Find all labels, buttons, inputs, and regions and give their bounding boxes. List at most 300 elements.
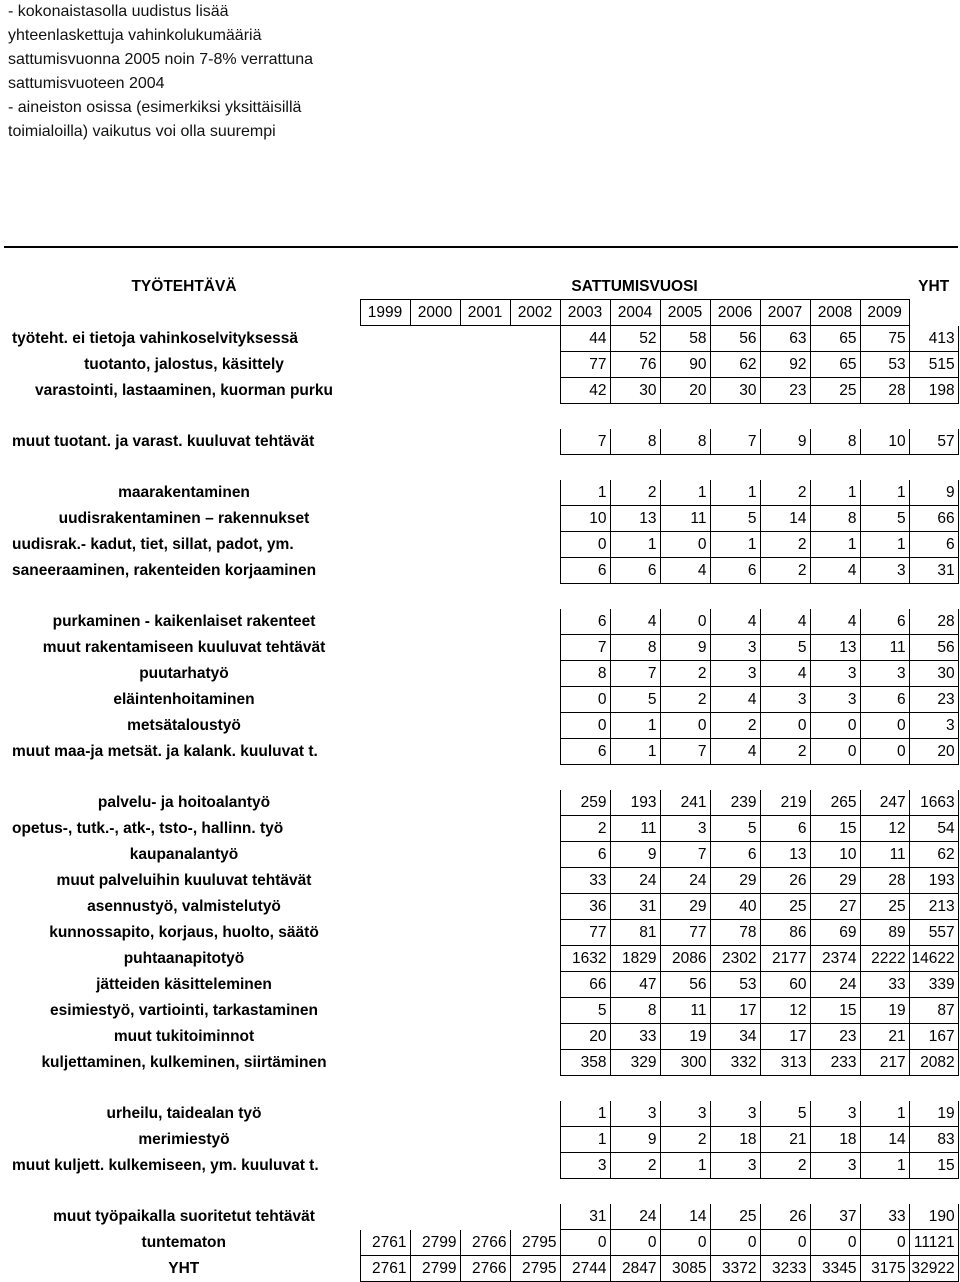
value-cell: 241: [660, 790, 710, 816]
year-header-blank: [8, 300, 360, 326]
value-cell: [460, 558, 510, 584]
table-row: [8, 558, 958, 584]
value-cell: [360, 532, 410, 558]
value-cell: [360, 1153, 410, 1179]
value-cell: 2847: [610, 1256, 660, 1282]
value-cell: 2: [760, 739, 810, 765]
value-cell: [460, 378, 510, 404]
value-cell: [360, 972, 410, 998]
value-cell: 32922: [909, 1256, 958, 1282]
value-cell: 4: [710, 609, 760, 635]
value-cell: [510, 429, 560, 455]
table-row: [8, 790, 958, 816]
value-cell: 2: [760, 1153, 810, 1179]
value-cell: 30: [909, 661, 958, 687]
value-cell: 3: [860, 558, 909, 584]
value-cell: 6: [710, 842, 760, 868]
spacer-cell: [460, 455, 510, 481]
value-cell: 1: [560, 1127, 610, 1153]
value-cell: 4: [810, 609, 860, 635]
value-cell: [360, 378, 410, 404]
value-cell: 62: [710, 352, 760, 378]
row-label: muut tukitoiminnot: [113, 1028, 255, 1045]
value-cell: 4: [610, 609, 660, 635]
spacer-cell: [510, 455, 560, 481]
value-cell: [410, 532, 460, 558]
value-cell: 3: [710, 635, 760, 661]
value-cell: 31: [909, 558, 958, 584]
spacer-cell: [760, 404, 810, 430]
row-label: metsätaloustyö: [127, 717, 241, 734]
value-cell: 37: [810, 1204, 860, 1230]
value-cell: 3: [610, 1101, 660, 1127]
value-cell: 1632: [560, 946, 610, 972]
value-cell: [510, 1153, 560, 1179]
row-label: merimiestyö: [138, 1131, 230, 1148]
spacer-cell: [909, 765, 958, 791]
value-cell: 10: [860, 429, 909, 455]
value-cell: 54: [909, 816, 958, 842]
value-cell: 92: [760, 352, 810, 378]
table-row: [8, 1153, 958, 1179]
value-cell: 23: [810, 1024, 860, 1050]
value-cell: 4: [810, 558, 860, 584]
value-cell: 4: [760, 609, 810, 635]
value-cell: 0: [660, 609, 710, 635]
value-cell: [510, 661, 560, 687]
spacer-cell: [660, 1076, 710, 1102]
spacer-cell: [909, 455, 958, 481]
value-cell: [410, 894, 460, 920]
table-row: [8, 842, 958, 868]
table-body: [8, 300, 958, 1282]
spacer-cell: [710, 455, 760, 481]
value-cell: 57: [909, 429, 958, 455]
value-cell: 75: [860, 326, 909, 352]
value-cell: [460, 1024, 510, 1050]
value-cell: [460, 635, 510, 661]
spacer-cell: [810, 1076, 860, 1102]
value-cell: 58: [660, 326, 710, 352]
value-cell: 2: [610, 1153, 660, 1179]
spacer-cell: [410, 1076, 460, 1102]
value-cell: [460, 1204, 510, 1230]
value-cell: 13: [810, 635, 860, 661]
year-header-cell: 2007: [760, 300, 810, 326]
value-cell: 2761: [360, 1256, 410, 1282]
value-cell: [460, 1153, 510, 1179]
spacer-cell: [560, 404, 610, 430]
value-cell: 9: [660, 635, 710, 661]
spacer-row: [8, 765, 958, 791]
row-label: muut maa-ja metsät. ja kalank. kuuluvat t.: [12, 743, 318, 760]
value-cell: 65: [810, 326, 860, 352]
value-cell: [510, 609, 560, 635]
note-line: yhteenlaskettuja vahinkolukumääriä: [8, 27, 262, 44]
row-label: tuntematon: [141, 1234, 226, 1251]
value-cell: 0: [560, 1230, 610, 1256]
value-cell: [360, 790, 410, 816]
value-cell: 11: [860, 842, 909, 868]
spacer-cell: [660, 765, 710, 791]
value-cell: [510, 352, 560, 378]
row-label: YHT: [168, 1260, 200, 1277]
year-header-cell: 2003: [560, 300, 610, 326]
spacer-cell: [810, 404, 860, 430]
value-cell: 19: [660, 1024, 710, 1050]
value-cell: 6: [560, 558, 610, 584]
value-cell: 7: [610, 661, 660, 687]
spacer-row: [8, 404, 958, 430]
spacer-cell: [710, 404, 760, 430]
value-cell: 557: [909, 920, 958, 946]
value-cell: 69: [810, 920, 860, 946]
value-cell: 20: [560, 1024, 610, 1050]
spacer-cell: [560, 765, 610, 791]
value-cell: [460, 506, 510, 532]
table-row: [8, 920, 958, 946]
value-cell: 25: [710, 1204, 760, 1230]
value-cell: 2: [660, 687, 710, 713]
spacer-cell: [710, 584, 760, 610]
year-header-cell: 2004: [610, 300, 660, 326]
value-cell: [360, 429, 410, 455]
value-cell: 0: [810, 713, 860, 739]
row-label: puutarhatyö: [139, 665, 229, 682]
value-cell: [510, 972, 560, 998]
spacer-cell: [909, 1179, 958, 1205]
value-cell: 3345: [810, 1256, 860, 1282]
value-cell: 6: [909, 532, 958, 558]
row-label: purkaminen - kaikenlaiset rakenteet: [52, 613, 316, 631]
value-cell: [360, 920, 410, 946]
spacer-cell: [660, 1179, 710, 1205]
separator-rule: [4, 246, 958, 248]
value-cell: 77: [560, 920, 610, 946]
value-cell: [410, 378, 460, 404]
value-cell: 8: [560, 661, 610, 687]
value-cell: 3085: [660, 1256, 710, 1282]
value-cell: 9: [760, 429, 810, 455]
value-cell: 4: [710, 687, 760, 713]
spacer-cell: [610, 455, 660, 481]
value-cell: 40: [710, 894, 760, 920]
value-cell: [360, 687, 410, 713]
value-cell: 167: [909, 1024, 958, 1050]
value-cell: 17: [760, 1024, 810, 1050]
value-cell: 0: [660, 532, 710, 558]
value-cell: [410, 558, 460, 584]
value-cell: 6: [610, 558, 660, 584]
value-cell: [360, 661, 410, 687]
row-label: muut rakentamiseen kuuluvat tehtävät: [42, 639, 326, 656]
value-cell: [460, 790, 510, 816]
table-row: [8, 1050, 958, 1076]
value-cell: 13: [610, 506, 660, 532]
value-cell: [510, 1050, 560, 1076]
value-cell: [510, 894, 560, 920]
spacer-cell: [8, 455, 360, 481]
value-cell: 77: [660, 920, 710, 946]
notes-block: [8, 0, 528, 144]
value-cell: 247: [860, 790, 909, 816]
value-cell: [410, 790, 460, 816]
value-cell: 217: [860, 1050, 909, 1076]
table-row: [8, 661, 958, 687]
value-cell: 3: [810, 687, 860, 713]
value-cell: 3: [710, 661, 760, 687]
value-cell: 20: [909, 739, 958, 765]
value-cell: [510, 558, 560, 584]
value-cell: 62: [909, 842, 958, 868]
year-header-cell: 2005: [660, 300, 710, 326]
value-cell: [460, 972, 510, 998]
value-cell: 2761: [360, 1230, 410, 1256]
value-cell: 65: [810, 352, 860, 378]
value-cell: [360, 713, 410, 739]
value-cell: 42: [560, 378, 610, 404]
row-label: saneeraaminen, rakenteiden korjaaminen: [12, 562, 317, 579]
spacer-row: [8, 1076, 958, 1102]
table-row: [8, 868, 958, 894]
accident-table: [8, 274, 959, 1282]
value-cell: [510, 506, 560, 532]
spacer-cell: [410, 765, 460, 791]
value-cell: [360, 868, 410, 894]
value-cell: 47: [610, 972, 660, 998]
note-line: sattumisvuonna 2005 noin 7-8% verrattuna: [8, 51, 314, 68]
note-line: sattumisvuoteen 2004: [8, 75, 165, 92]
value-cell: 28: [860, 868, 909, 894]
value-cell: [510, 946, 560, 972]
value-cell: [510, 1204, 560, 1230]
value-cell: [460, 1101, 510, 1127]
value-cell: 0: [710, 1230, 760, 1256]
value-cell: 2795: [510, 1256, 560, 1282]
value-cell: 3: [760, 687, 810, 713]
header-total: YHT: [918, 278, 950, 296]
value-cell: [410, 946, 460, 972]
value-cell: [510, 1024, 560, 1050]
value-cell: 31: [560, 1204, 610, 1230]
value-cell: 81: [610, 920, 660, 946]
value-cell: 44: [560, 326, 610, 352]
value-cell: 14: [760, 506, 810, 532]
spacer-cell: [860, 1076, 909, 1102]
spacer-cell: [860, 1179, 909, 1205]
value-cell: [510, 842, 560, 868]
value-cell: 0: [760, 713, 810, 739]
value-cell: 198: [909, 378, 958, 404]
value-cell: [360, 1127, 410, 1153]
value-cell: 515: [909, 352, 958, 378]
row-label: asennustyö, valmistelutyö: [87, 898, 281, 915]
value-cell: 12: [860, 816, 909, 842]
value-cell: 31: [610, 894, 660, 920]
table-row: [8, 326, 958, 352]
value-cell: 8: [610, 429, 660, 455]
row-label: palvelu- ja hoitoalantyö: [97, 794, 271, 812]
row-label: kunnossapito, korjaus, huolto, säätö: [49, 924, 319, 941]
header-year: SATTUMISVUOSI: [571, 278, 698, 295]
value-cell: 2795: [510, 1230, 560, 1256]
value-cell: 3233: [760, 1256, 810, 1282]
value-cell: [460, 739, 510, 765]
table-row: [8, 429, 958, 455]
spacer-cell: [610, 1076, 660, 1102]
value-cell: 63: [760, 326, 810, 352]
value-cell: [410, 1204, 460, 1230]
value-cell: 2177: [760, 946, 810, 972]
value-cell: [460, 609, 510, 635]
value-cell: 56: [909, 635, 958, 661]
spacer-cell: [360, 1179, 410, 1205]
table-row: [8, 532, 958, 558]
value-cell: 2: [660, 661, 710, 687]
value-cell: 329: [610, 1050, 660, 1076]
spacer-cell: [810, 765, 860, 791]
value-cell: [510, 790, 560, 816]
value-cell: 76: [610, 352, 660, 378]
value-cell: 7: [560, 429, 610, 455]
spacer-cell: [410, 1179, 460, 1205]
value-cell: 1: [560, 480, 610, 506]
value-cell: 233: [810, 1050, 860, 1076]
row-label: tuotanto, jalostus, käsittely: [84, 356, 284, 373]
value-cell: [460, 661, 510, 687]
value-cell: 15: [810, 998, 860, 1024]
value-cell: 2766: [460, 1230, 510, 1256]
value-cell: [460, 1050, 510, 1076]
table-row: [8, 816, 958, 842]
value-cell: 2302: [710, 946, 760, 972]
value-cell: 14: [860, 1127, 909, 1153]
value-cell: 339: [909, 972, 958, 998]
value-cell: [410, 326, 460, 352]
row-label: uudisrakentaminen – rakennukset: [58, 510, 310, 527]
row-label: puhtaanapitotyö: [123, 950, 245, 967]
value-cell: 213: [909, 894, 958, 920]
spacer-cell: [510, 1076, 560, 1102]
value-cell: 8: [610, 635, 660, 661]
value-cell: [460, 1127, 510, 1153]
value-cell: 6: [860, 609, 909, 635]
table-row: [8, 946, 958, 972]
spacer-cell: [460, 584, 510, 610]
spacer-cell: [760, 1076, 810, 1102]
spacer-cell: [560, 584, 610, 610]
value-cell: [460, 946, 510, 972]
row-label: muut kuljett. kulkemiseen, ym. kuuluvat t.: [12, 1157, 319, 1174]
value-cell: 34: [710, 1024, 760, 1050]
value-cell: [360, 506, 410, 532]
table-row: [8, 1204, 958, 1230]
spacer-cell: [8, 404, 360, 430]
spacer-cell: [710, 1179, 760, 1205]
table-row: [8, 1101, 958, 1127]
value-cell: 0: [860, 1230, 909, 1256]
value-cell: [460, 532, 510, 558]
value-cell: [410, 713, 460, 739]
value-cell: 332: [710, 1050, 760, 1076]
value-cell: [510, 480, 560, 506]
value-cell: [410, 429, 460, 455]
value-cell: 1: [810, 480, 860, 506]
spacer-row: [8, 584, 958, 610]
value-cell: 6: [560, 609, 610, 635]
year-header-cell: 1999: [360, 300, 410, 326]
spacer-cell: [909, 584, 958, 610]
table-row: [8, 1127, 958, 1153]
value-cell: 6: [760, 816, 810, 842]
value-cell: [410, 1024, 460, 1050]
row-label: varastointi, lastaaminen, kuorman purku: [34, 382, 334, 399]
value-cell: 2: [760, 532, 810, 558]
spacer-cell: [860, 584, 909, 610]
value-cell: 5: [760, 635, 810, 661]
value-cell: [460, 998, 510, 1024]
value-cell: 3: [660, 816, 710, 842]
value-cell: 25: [760, 894, 810, 920]
value-cell: 1663: [909, 790, 958, 816]
table-header-row: [8, 274, 958, 300]
value-cell: 24: [610, 868, 660, 894]
value-cell: [360, 842, 410, 868]
value-cell: [410, 920, 460, 946]
year-header-cell: 2006: [710, 300, 760, 326]
value-cell: [410, 868, 460, 894]
value-cell: 1: [860, 1153, 909, 1179]
value-cell: [360, 1101, 410, 1127]
spacer-cell: [8, 765, 360, 791]
year-header-cell: 2009: [860, 300, 909, 326]
spacer-cell: [510, 584, 560, 610]
value-cell: [510, 1101, 560, 1127]
value-cell: 28: [860, 378, 909, 404]
value-cell: 5: [610, 687, 660, 713]
value-cell: 1829: [610, 946, 660, 972]
value-cell: [360, 816, 410, 842]
value-cell: [460, 713, 510, 739]
value-cell: 2766: [460, 1256, 510, 1282]
note-line: toimialoilla) vaikutus voi olla suurempi: [8, 123, 276, 140]
value-cell: 13: [760, 842, 810, 868]
table-row: [8, 635, 958, 661]
value-cell: [410, 998, 460, 1024]
value-cell: 1: [860, 532, 909, 558]
year-header-blank: [909, 300, 958, 326]
value-cell: 20: [660, 378, 710, 404]
value-cell: 33: [560, 868, 610, 894]
value-cell: 259: [560, 790, 610, 816]
value-cell: 0: [810, 1230, 860, 1256]
value-cell: 1: [660, 480, 710, 506]
value-cell: 11: [860, 635, 909, 661]
value-cell: 7: [660, 842, 710, 868]
spacer-cell: [410, 455, 460, 481]
spacer-cell: [460, 765, 510, 791]
value-cell: 33: [860, 1204, 909, 1230]
table-row: [8, 972, 958, 998]
value-cell: 2082: [909, 1050, 958, 1076]
value-cell: 28: [909, 609, 958, 635]
value-cell: [510, 326, 560, 352]
value-cell: 15: [810, 816, 860, 842]
value-cell: 26: [760, 1204, 810, 1230]
row-label: eläintenhoitaminen: [113, 691, 255, 708]
value-cell: 25: [810, 378, 860, 404]
spacer-cell: [510, 404, 560, 430]
